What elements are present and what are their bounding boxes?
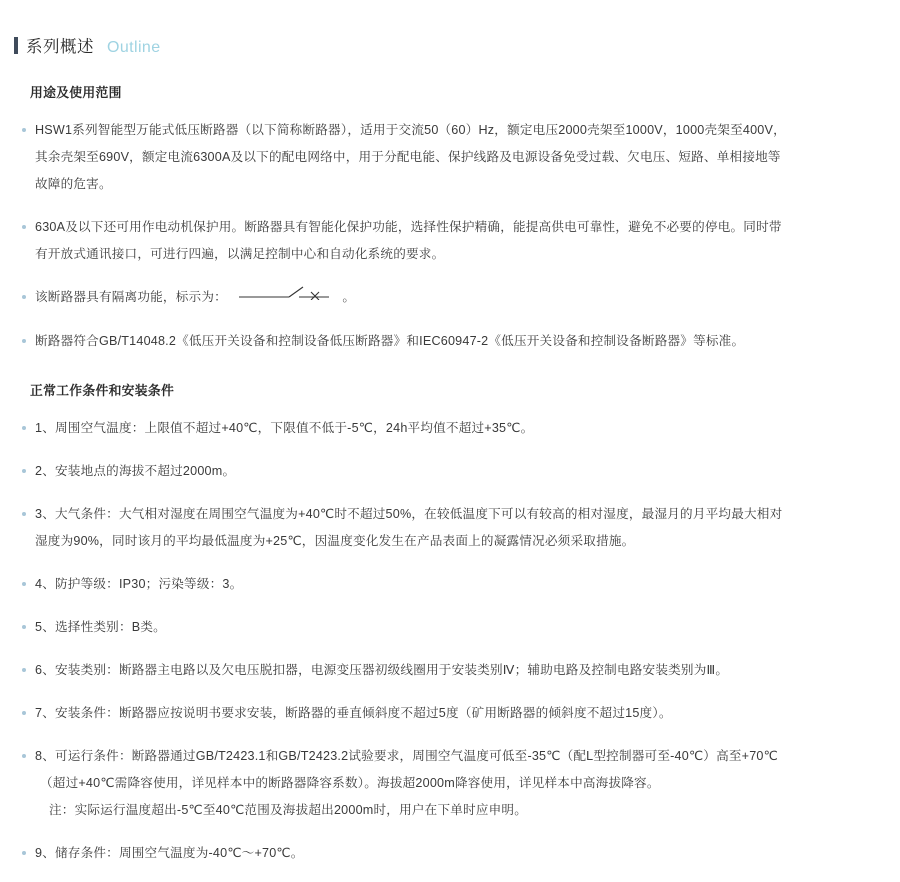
list-item bbox=[22, 743, 878, 824]
paragraph-line: 该断路器具有隔离功能，标示为： bbox=[35, 290, 227, 305]
list-item bbox=[22, 840, 878, 867]
page-title: 系列概述 bbox=[26, 38, 94, 56]
paragraph-line: 3、大气条件：大气相对湿度在周围空气温度为+40℃时不超过50%，在较低温度下可以有较高的相对湿度，最湿月的月平均最大相对 bbox=[35, 506, 783, 521]
list-item bbox=[22, 328, 878, 355]
paragraph-line: 断路器符合GB/T14048.2《低压开关设备和控制设备低压断路器》和IEC60947-2《低压开关设备和控制设备断路器》等标准。 bbox=[35, 333, 745, 348]
page-header bbox=[0, 0, 900, 57]
section-heading-conditions: 正常工作条件和安装条件 bbox=[30, 382, 175, 398]
paragraph-line: 8、可运行条件：断路器通过GB/T2423.1和GB/T2423.2试验要求，周围空气温度可低至-35℃（配L型控制器可至-40℃）高至+70℃ bbox=[35, 749, 778, 764]
paragraph-line: 1、周围空气温度：上限值不超过+40℃，下限值不低于-5℃，24h平均值不超过+35℃。 bbox=[35, 420, 534, 435]
paragraph-line: （超过+40℃需降容使用，详见样本中的断路器降容系数）。海拔超2000m降容使用，详见样本中高海拔降容。 bbox=[40, 776, 660, 791]
list-item bbox=[22, 415, 878, 442]
paragraph-line: 4、防护等级：IP30；污染等级：3。 bbox=[35, 576, 243, 591]
paragraph-line: 湿度为90%，同时该月的平均最低温度为+25℃，因温度变化发生在产品表面上的凝露情况必须采取措施。 bbox=[35, 533, 635, 548]
header-accent-bar bbox=[14, 37, 18, 54]
paragraph-note: 注：实际运行温度超出-5℃至40℃范围及海拔超出2000m时，用户在下单时应申明。 bbox=[49, 803, 528, 818]
isolation-symbol-icon bbox=[237, 283, 333, 310]
paragraph-line: 630A及以下还可用作电动机保护用。断路器具有智能化保护功能，选择性保护精确，能提高供电可靠性，避免不必要的停电。同时带 bbox=[35, 220, 782, 235]
list-item-isolation bbox=[22, 284, 878, 311]
paragraph-line: 5、选择性类别：B类。 bbox=[35, 619, 166, 634]
paragraph-line-end: 。 bbox=[342, 290, 356, 305]
list-item bbox=[22, 700, 878, 727]
page-title-english: Outline bbox=[107, 39, 161, 56]
paragraph-line: 7、安装条件：断路器应按说明书要求安装，断路器的垂直倾斜度不超过5度（矿用断路器的倾斜度不超过15度）。 bbox=[35, 706, 672, 721]
list-item bbox=[22, 214, 878, 268]
list-item bbox=[22, 458, 878, 485]
conditions-bullet-list bbox=[22, 415, 878, 868]
section-heading-usage: 用途及使用范围 bbox=[30, 85, 122, 100]
list-item bbox=[22, 501, 878, 555]
document-content bbox=[0, 82, 900, 867]
usage-bullet-list bbox=[22, 117, 878, 355]
paragraph-line: 其余壳架至690V，额定电流6300A及以下的配电网络中，用于分配电能、保护线路及电源设备免受过载、欠电压、短路、单相接地等 bbox=[35, 150, 781, 165]
list-item bbox=[22, 657, 878, 684]
list-item bbox=[22, 117, 878, 198]
paragraph-line: 9、储存条件：周围空气温度为-40℃～+70℃。 bbox=[35, 846, 304, 861]
paragraph-line: 2、安装地点的海拔不超过2000m。 bbox=[35, 463, 236, 478]
paragraph-line: HSW1系列智能型万能式低压断路器（以下简称断路器），适用于交流50（60）Hz，额定电压2000壳架至1000V，1000壳架至400V， bbox=[35, 123, 786, 137]
paragraph-line: 故障的危害。 bbox=[35, 177, 112, 192]
paragraph-line: 有开放式通讯接口，可进行四遍，以满足控制中心和自动化系统的要求。 bbox=[35, 247, 445, 262]
paragraph-line: 6、安装类别：断路器主电路以及欠电压脱扣器，电源变压器初级线圈用于安装类别Ⅳ；辅助电路及控制电路安装类别为Ⅲ。 bbox=[35, 662, 729, 677]
list-item bbox=[22, 614, 878, 641]
list-item bbox=[22, 571, 878, 598]
